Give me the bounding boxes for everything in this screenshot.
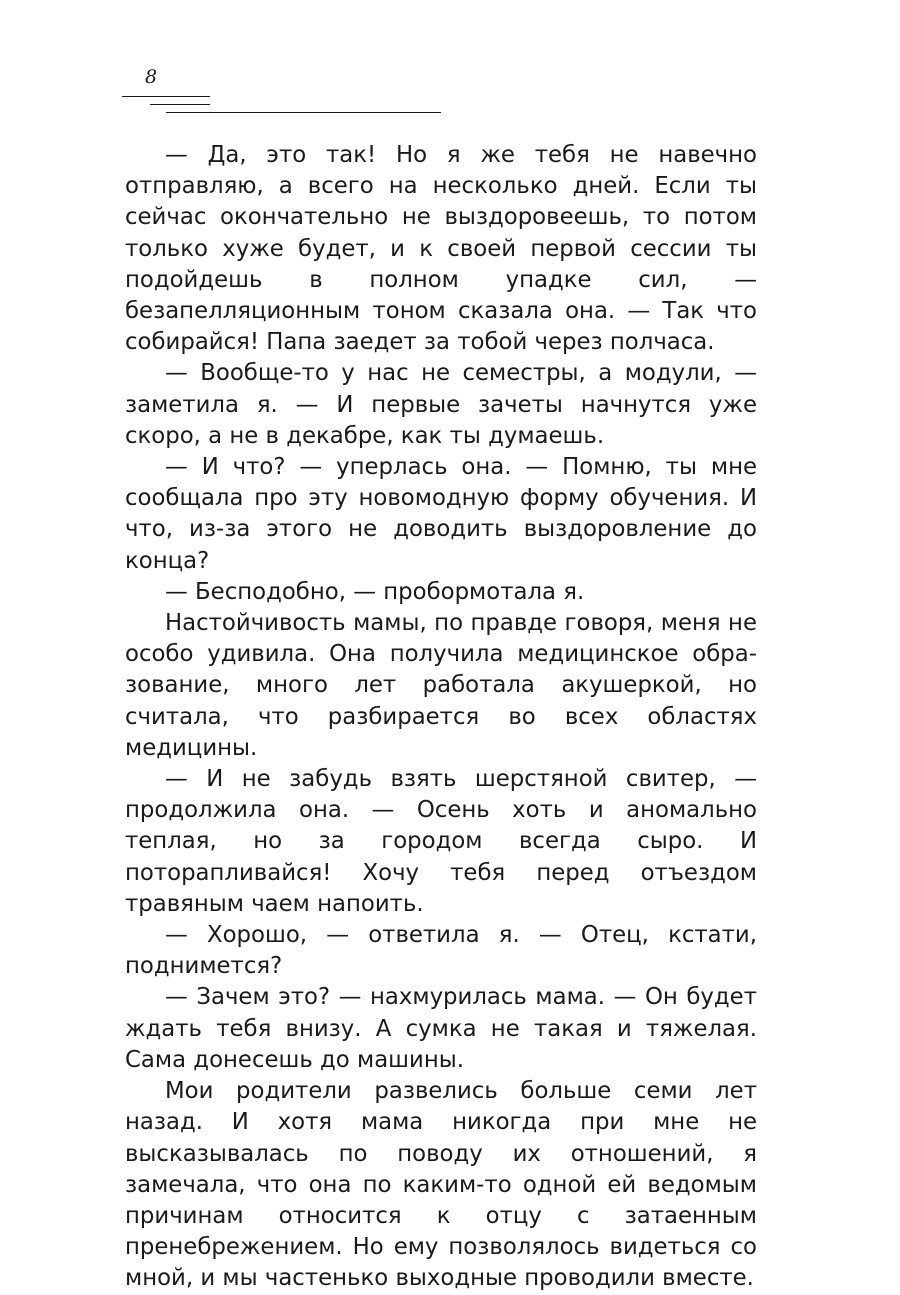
paragraph: — Бесподобно, — пробормотала я. [165, 578, 585, 605]
paragraph: — Вообще-то у нас не семестры, а модули, — заметила я. — И первые зачеты начнутся уже скоро, а не в декабре, как ты думаешь. [125, 360, 757, 449]
paragraph: — И не забудь взять шерстяной свитер, — продолжила она. — Осень хоть и аномально теплая, но за городом всегда сыро. И поторапливайся! Хочу тебя перед отъездом травяным чаем напоить. [125, 766, 757, 917]
paragraph: — Зачем это? — нахмурилась мама. — Он будет ждать тебя внизу. А сумка не такая и тяжелая. Сама донесешь до машины. [125, 984, 757, 1073]
paragraph: — Хорошо, — ответила я. — Отец, кстати, поднимется? [125, 922, 757, 980]
header-rule-long [166, 112, 441, 113]
paragraph: — И что? — уперлась она. — Помню, ты мне сообщала про эту новомодную форму обучения. И что, из-за этого не доводить выздоровление до конца? [125, 454, 757, 574]
paragraph: Настойчивость мамы, по правде говоря, меня не особо удивила. Она получила медицинское образование, много лет работала акушеркой, но считала, что разбирается во всех областях медицины. [125, 610, 757, 761]
page-number: 8 [145, 66, 158, 88]
header-rule-top [122, 96, 210, 97]
body-text [125, 140, 757, 1295]
header-rule-middle [150, 104, 210, 105]
paragraph: — Да, это так! Но я же тебя не навечно отправляю, а всего на несколько дней. Если ты сейчас окончательно не выздоровеешь, то потом только хуже будет, и к своей первой сессии ты подойдешь в полном упадке сил, — безапелляционным тоном сказала она. — Так что собирайся! Папа заедет за тобой через полчаса. [125, 142, 757, 356]
paragraph: Мои родители развелись больше семи лет назад. И хотя мама никогда при мне не высказывалась по поводу их отношений, я замечала, что она по каким-то одной ей ведомым причинам относится к отцу с затаенным пренебрежением. Но ему позволялось видеться со мной, и мы частенько выходные проводили вместе. [125, 1078, 757, 1292]
